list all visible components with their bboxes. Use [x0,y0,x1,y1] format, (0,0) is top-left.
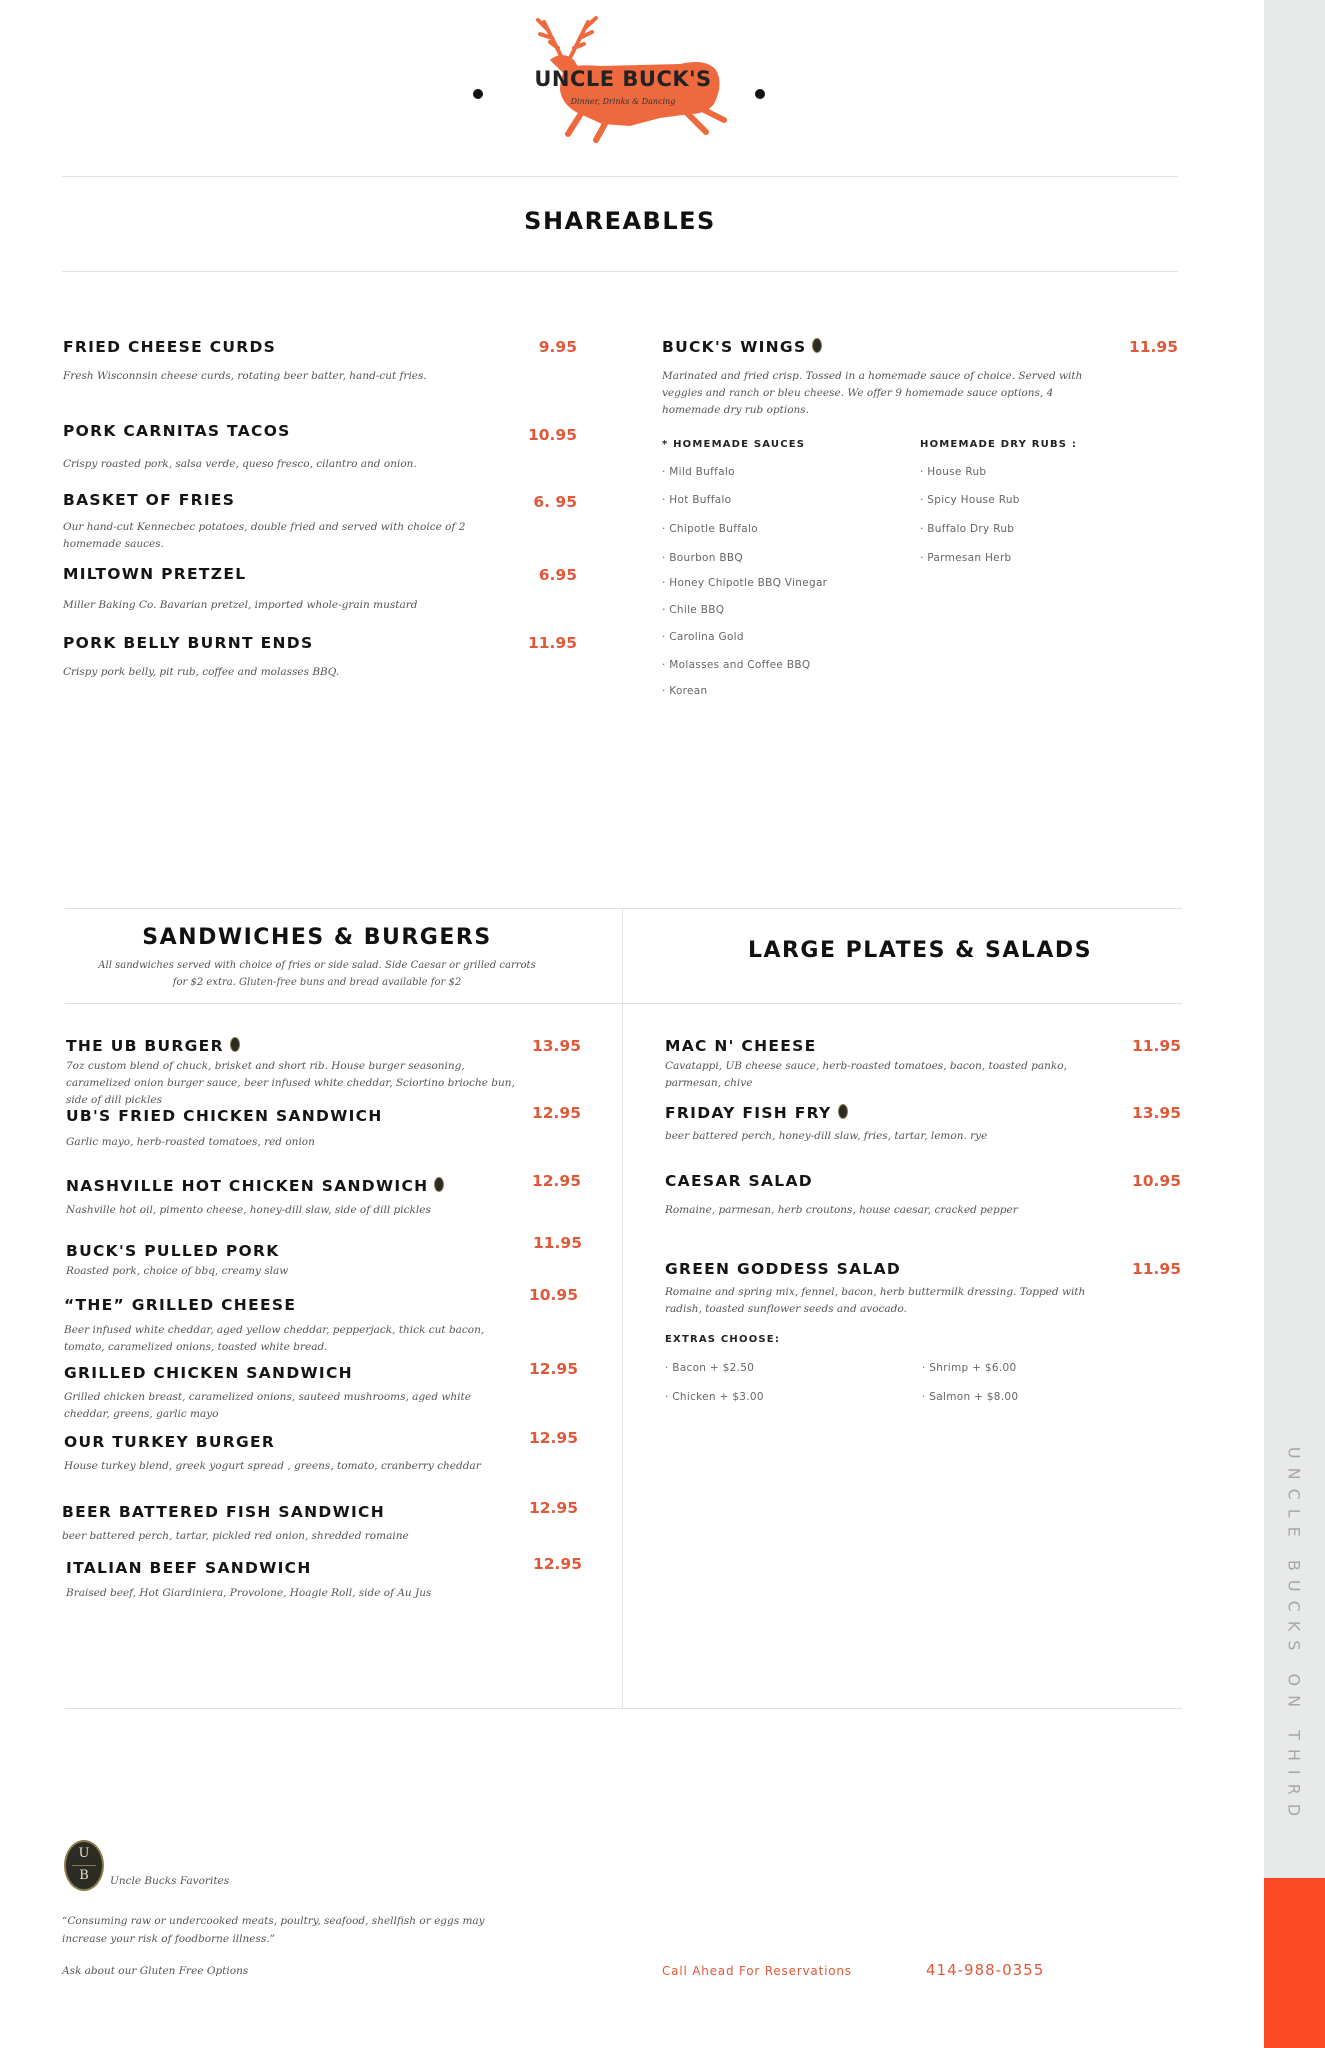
item-price: 12.95 [531,1172,581,1190]
item-name: BUCK'S PULLED PORK [66,1242,280,1260]
item-description: Crispy pork belly, pit rub, coffee and molasses BBQ. [63,666,340,678]
rub-item: · Parmesan Herb [920,552,1012,564]
item-price: 12.95 [528,1429,578,1447]
item-name-text: THE UB BURGER [66,1037,224,1055]
reservations-label: Call Ahead For Reservations [662,1964,852,1978]
item-price: 12.95 [531,1104,581,1122]
item-name: MAC N' CHEESE [665,1037,817,1055]
ub-favorite-badge-icon [64,1840,104,1891]
item-description: Crispy roasted pork, salsa verde, queso fresco, cilantro and onion. [63,458,417,470]
item-name: GREEN GODDESS SALAD [665,1260,902,1278]
rubs-heading: HOMEMADE DRY RUBS : [920,439,1078,450]
item-name: MILTOWN PRETZEL [63,565,247,583]
item-price: 6.95 [538,566,577,584]
food-warning-line2: increase your risk of foodborne illness.” [62,1933,275,1945]
item-price: 9.95 [538,338,577,356]
item-description: Beer infused white cheddar, aged yellow cheddar, pepperjack, thick cut bacon, tomato, caramelized onions, toasted white bread. [64,1324,485,1353]
divider [65,1003,1182,1004]
item-name-text: BUCK'S WINGS [662,338,807,356]
sauce-item: · Chile BBQ [662,604,725,616]
item-description: Our hand-cut Kennecbec potatoes, double fried and served with choice of 2 homemade sauces. [63,521,466,550]
rub-item: · House Rub [920,466,987,478]
item-description: 7oz custom blend of chuck, brisket and short rib. House burger seasoning, caramelized onion burger sauce, beer infused white cheddar, Sciortino brioche bun, side of dill pickles [66,1060,515,1106]
item-price: 12.95 [532,1555,582,1573]
favorite-badge-icon [230,1037,240,1052]
item-price: 11.95 [1131,1260,1181,1278]
sauce-item: · Chipotle Buffalo [662,523,758,535]
item-name-text: NASHVILLE HOT CHICKEN SANDWICH [66,1177,429,1195]
item-name: BASKET OF FRIES [63,491,236,509]
item-description: Marinated and fried crisp. Tossed in a homemade sauce of choice. Served with veggies and ranch or bleu cheese. We offer 9 homemade sauce options, 4 homemade dry rub options. [662,370,1083,416]
extra-item: · Shrimp + $6.00 [922,1362,1017,1374]
section-title-shareables: SHAREABLES [524,207,716,235]
sauce-item: · Korean [662,685,708,697]
item-name: CAESAR SALAD [665,1172,813,1190]
favorite-badge-icon [434,1177,444,1192]
item-name: BEER BATTERED FISH SANDWICH [62,1503,386,1521]
item-description: Fresh Wisconnsin cheese curds, rotating beer batter, hand-cut fries. [63,370,427,382]
side-vertical-text: UNCLE BUCKS ON THIRD [1284,1446,1304,1826]
item-price: 10.95 [1131,1172,1181,1190]
sauce-item: · Mild Buffalo [662,466,735,478]
item-description: Cavatappi, UB cheese sauce, herb-roasted tomatoes, bacon, toasted panko, parmesan, chive [665,1060,1067,1089]
divider [65,1708,1182,1709]
side-accent-block [1264,1878,1325,2048]
item-name: ITALIAN BEEF SANDWICH [66,1559,312,1577]
item-description: Grilled chicken breast, caramelized onions, sauteed mushrooms, aged white cheddar, greens, garlic mayo [64,1391,471,1420]
sauce-item: · Carolina Gold [662,631,744,643]
section-title-sandwiches: SANDWICHES & BURGERS [142,925,492,950]
item-price: 11.95 [1131,1037,1181,1055]
item-name-text: FRIDAY FISH FRY [665,1104,832,1122]
item-description: Romaine and spring mix, fennel, bacon, herb buttermilk dressing. Topped with radish, toasted sunflower seeds and avocado. [665,1286,1086,1315]
sauce-item: · Molasses and Coffee BBQ [662,659,811,671]
logo-wordmark: UNCLE BUCK'S [534,67,712,91]
badge-letter-bottom: B [79,1868,89,1883]
extra-item: · Salmon + $8.00 [922,1391,1019,1403]
item-name: OUR TURKEY BURGER [64,1433,276,1451]
item-price: 11.95 [532,1234,582,1252]
item-description: House turkey blend, greek yogurt spread , greens, tomato, cranberry cheddar [64,1460,481,1472]
item-name: “THE” GRILLED CHEESE [64,1296,297,1314]
item-price: 12.95 [528,1499,578,1517]
item-name: FRIED CHEESE CURDS [63,338,277,356]
item-price: 11.95 [527,634,577,652]
sauces-heading: * HOMEMADE SAUCES [662,439,806,450]
item-price: 13.95 [531,1037,581,1055]
favorite-badge-icon [838,1104,848,1119]
section-title-large-plates: LARGE PLATES & SALADS [747,938,1093,963]
food-warning-line1: “Consuming raw or undercooked meats, poultry, seafood, shellfish or eggs may [62,1915,485,1927]
header-dot-left [473,89,483,99]
item-price: 10.95 [528,1286,578,1304]
item-description: Romaine, parmesan, herb croutons, house caesar, cracked pepper [665,1204,1018,1216]
sauce-item: · Honey Chipotle BBQ Vinegar [662,577,828,589]
extras-heading: EXTRAS CHOOSE: [665,1334,781,1345]
favorite-badge-icon [812,338,822,353]
item-description: Roasted pork, choice of bbq, creamy slaw [66,1265,289,1277]
divider [62,271,1178,272]
item-price: 13.95 [1131,1104,1181,1122]
rub-item: · Buffalo Dry Rub [920,523,1015,535]
item-description: beer battered perch, honey-dill slaw, fries, tartar, lemon. rye [665,1130,988,1142]
item-description: beer battered perch, tartar, pickled red onion, shredded romaine [62,1530,409,1542]
column-divider [622,908,623,1708]
item-name: UB'S FRIED CHICKEN SANDWICH [66,1107,383,1125]
item-name [665,1104,848,1122]
item-name: PORK CARNITAS TACOS [63,422,291,440]
item-description: Miller Baking Co. Bavarian pretzel, imported whole-grain mustard [63,599,418,611]
badge-letter-top: U [78,1846,90,1861]
item-description: Braised beef, Hot Giardiniera, Provolone, Hoagie Roll, side of Au Jus [66,1587,432,1599]
favorites-label: Uncle Bucks Favorites [110,1875,230,1887]
item-name [66,1177,444,1195]
item-price: 6. 95 [533,493,577,511]
extra-item: · Bacon + $2.50 [665,1362,755,1374]
gluten-free-note: Ask about our Gluten Free Options [62,1965,249,1977]
sandwiches-note-line2: for $2 extra. Gluten-free buns and bread available for $2 [172,977,462,988]
item-name-wings [662,338,822,356]
item-description: Garlic mayo, herb-roasted tomatoes, red onion [66,1136,315,1148]
item-price: 11.95 [1128,338,1178,356]
item-price: 12.95 [528,1360,578,1378]
sandwiches-note-line1: All sandwiches served with choice of fries or side salad. Side Caesar or grilled carrots [98,960,536,971]
phone-number[interactable]: 414-988-0355 [926,1961,1045,1979]
header-dot-right [755,89,765,99]
item-name: PORK BELLY BURNT ENDS [63,634,314,652]
divider [62,176,1178,177]
extra-item: · Chicken + $3.00 [665,1391,764,1403]
badge-divider [72,1865,96,1866]
item-name [66,1037,240,1055]
rub-item: · Spicy House Rub [920,494,1020,506]
logo-tagline: Dinner, Drinks & Dancing [570,97,676,106]
sauce-item: · Hot Buffalo [662,494,732,506]
item-description: Nashville hot oil, pimento cheese, honey-dill slaw, side of dill pickles [66,1204,431,1216]
logo [510,8,736,143]
item-name: GRILLED CHICKEN SANDWICH [64,1364,353,1382]
divider [65,908,1182,909]
sauce-item: · Bourbon BBQ [662,552,743,564]
item-price: 10.95 [527,426,577,444]
